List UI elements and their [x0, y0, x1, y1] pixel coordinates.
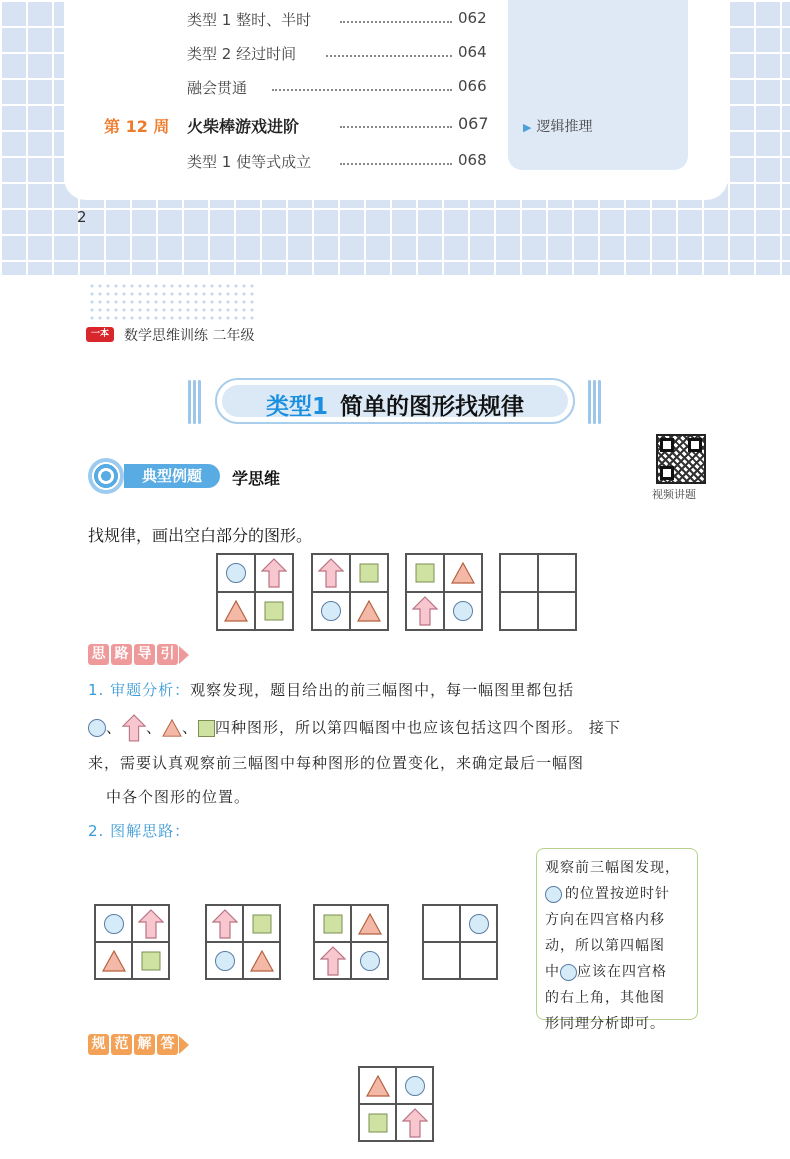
banner-stripes-right: [588, 380, 602, 424]
square-shape: [360, 564, 379, 583]
toc-row[interactable]: [0, 9, 490, 33]
square-shape: [252, 914, 271, 933]
toc-row-label: 类型 1 整时、半时: [187, 11, 312, 29]
pattern-grid-2: [311, 553, 389, 631]
qr-caption: 视频讲题: [652, 488, 696, 501]
step1-line4: 中各个图形的位置。: [106, 788, 251, 806]
triangle-shape: [250, 950, 274, 972]
step1-line2: 、 、 、 四种图形，所以第四幅图中也应该包括这四个图形。 接下: [88, 714, 621, 742]
toc-row-week[interactable]: [0, 114, 490, 138]
note-line: 观察前三幅图发现，: [545, 860, 680, 876]
answer-label-char: 答: [157, 1034, 178, 1055]
pattern-grid-3: [405, 553, 483, 631]
brand-logo: 一本: [86, 327, 114, 342]
step2-title: 2. 图解思路：: [88, 822, 191, 840]
solution-grid-2: [205, 904, 281, 980]
solution-grid-3: [313, 904, 389, 980]
toc-category-panel: [508, 0, 688, 170]
answer-label: [88, 1033, 190, 1057]
label-arrow-icon: [179, 646, 189, 664]
circle-shape: [405, 1076, 425, 1096]
circle-shape: [360, 951, 380, 971]
guidance-label: [88, 643, 190, 667]
toc-row-label: 类型 1 使等式成立: [187, 153, 312, 171]
answer-label-char: 范: [111, 1034, 132, 1055]
triangle-shape: [102, 950, 126, 972]
arrow-up-shape: [318, 558, 344, 588]
toc-row-page: 067: [458, 114, 489, 133]
solution-grid-1: [94, 904, 170, 980]
book-title: 数学思维训练 二年级: [124, 328, 255, 344]
explanation-note: [536, 848, 698, 1032]
toc-leader: [340, 21, 452, 23]
note-line: 动，所以第四幅图: [545, 938, 665, 954]
toc-row[interactable]: [0, 43, 490, 67]
dot-pattern-decoration: [88, 282, 258, 320]
toc-row-page: 066: [458, 77, 487, 95]
note-line: 方向在四宫格内移: [545, 912, 665, 928]
square-shape: [323, 914, 342, 933]
arrow-up-shape: [122, 714, 146, 742]
section-type-label: 类型1: [265, 394, 328, 420]
toc-row-page: 062: [458, 9, 487, 27]
arrow-up-shape: [412, 596, 438, 626]
circle-shape: [469, 914, 489, 934]
note-text: 应该在四宫格: [577, 964, 667, 980]
note-line: [545, 881, 689, 907]
note-text: 中: [545, 964, 560, 980]
note-line: [545, 959, 689, 985]
target-icon: [88, 458, 124, 494]
arrow-up-shape: [320, 946, 346, 976]
circle-shape: [453, 601, 473, 621]
section-banner: [215, 378, 575, 424]
triangle-shape: [451, 562, 475, 584]
page-number: 2: [77, 208, 87, 226]
toc-row-page: 068: [458, 151, 487, 169]
toc-row-page: 064: [458, 43, 487, 61]
guidance-label-char: 思: [88, 644, 109, 665]
square-shape: [368, 1113, 387, 1132]
note-line: 形同理分析即可。: [545, 1016, 665, 1032]
triangle-shape: [162, 719, 182, 737]
square-shape: [265, 602, 284, 621]
triangle-shape: [357, 600, 381, 622]
guidance-label-char: 路: [111, 644, 132, 665]
square-shape: [198, 720, 215, 737]
toc-category-label: 逻辑推理: [536, 119, 593, 135]
circle-shape: [226, 563, 246, 583]
toc-category-tag: [523, 116, 592, 136]
square-shape: [141, 951, 160, 970]
example-label: 典型例题: [124, 464, 220, 488]
section-title: 简单的图形找规律: [340, 394, 524, 420]
solution-grid-4: [422, 904, 498, 980]
toc-leader: [340, 126, 452, 128]
qr-code-icon[interactable]: [656, 434, 706, 484]
toc-leader: [326, 55, 452, 57]
arrow-up-shape: [212, 909, 238, 939]
step1-title: 1. 审题分析：: [88, 681, 191, 699]
triangle-shape: [224, 600, 248, 622]
toc-row[interactable]: [0, 77, 490, 101]
guidance-label-char: 引: [157, 644, 178, 665]
toc-row-label: 融会贯通: [187, 79, 248, 97]
note-line: 的右上角，其他图: [545, 990, 665, 1006]
step1-line3: 来，需要认真观察前三幅图中每种图形的位置变化，来确定最后一幅图: [88, 754, 585, 772]
arrow-up-shape: [261, 558, 287, 588]
step1-text: 四种图形，所以第四幅图中也应该包括这四个图形。 接下: [215, 718, 621, 737]
arrow-up-shape: [402, 1108, 428, 1138]
circle-shape: [104, 914, 124, 934]
toc-leader: [272, 89, 452, 91]
step1-line1: [88, 679, 574, 700]
circle-shape: [560, 964, 577, 981]
arrow-up-shape: [138, 909, 164, 939]
circle-shape: [321, 601, 341, 621]
answer-label-char: 规: [88, 1034, 109, 1055]
problem-statement: 找规律，画出空白部分的图形。: [88, 526, 313, 545]
circle-shape: [545, 886, 562, 903]
banner-stripes-left: [188, 380, 202, 424]
answer-label-char: 解: [134, 1034, 155, 1055]
toc-week-number: 第 12 周: [104, 117, 170, 136]
pattern-grid-blank[interactable]: [499, 553, 577, 631]
example-subtitle: 学思维: [232, 469, 281, 488]
triangle-shape: [358, 913, 382, 935]
toc-row[interactable]: [0, 151, 490, 175]
step1-text: 观察发现，题目给出的前三幅图中，每一幅图里都包括: [190, 681, 575, 699]
triangle-right-icon: ▶: [523, 121, 532, 134]
toc-row-label: 类型 2 经过时间: [187, 45, 297, 63]
label-arrow-icon: [179, 1036, 189, 1054]
note-text: 的位置按逆时针: [565, 886, 670, 902]
pattern-grid-1: [216, 553, 294, 631]
toc-row-label: 火柴棒游戏进阶: [187, 117, 300, 136]
square-shape: [416, 564, 435, 583]
circle-shape: [88, 719, 106, 737]
toc-leader: [340, 163, 452, 165]
guidance-label-char: 导: [134, 644, 155, 665]
triangle-shape: [366, 1075, 390, 1097]
circle-shape: [215, 951, 235, 971]
answer-grid: [358, 1066, 434, 1142]
